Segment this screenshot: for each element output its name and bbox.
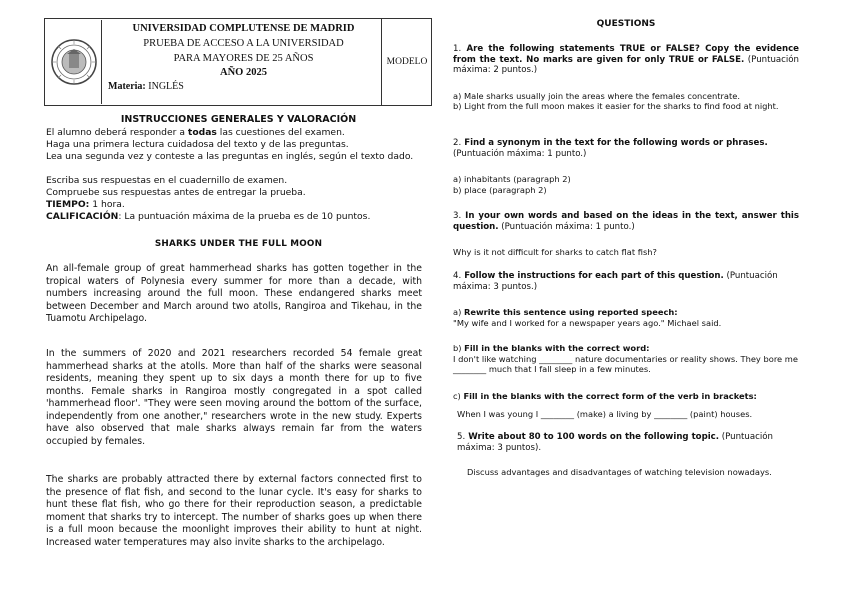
question-5-score: (Puntuación máxima: 3 puntos). <box>457 432 773 453</box>
question-3-score: (Puntuación máxima: 1 punto.) <box>498 221 635 232</box>
question-3-text: In your own words and based on the ideas in the text, answer this question. <box>453 211 799 232</box>
question-1-b: b) Light from the full moon makes it easier for the sharks to find food at night. <box>453 101 779 111</box>
question-4b-label: b) <box>453 343 465 353</box>
question-1-a: a) Male sharks usually join the areas where the females concentrate. <box>453 91 740 101</box>
question-4c-label: c) <box>453 391 464 401</box>
question-4 <box>453 271 799 292</box>
university-logo <box>46 20 102 104</box>
question-4a-title: Rewrite this sentence using reported speech: <box>463 307 678 317</box>
tiempo-label: TIEMPO: <box>46 199 90 210</box>
question-4b-sentence: I don't like watching ________ nature documentaries or reality shows. They bore me ________ much that I fall sleep in a few minutes. <box>453 354 798 375</box>
question-2-number: 2. <box>453 138 462 148</box>
modelo-label: MODELO <box>381 18 432 106</box>
instructions-line-5: Compruebe sus respuestas antes de entregar la prueba. <box>46 187 306 198</box>
question-3-number: 3. <box>453 211 462 221</box>
question-4b <box>453 343 799 353</box>
question-4-number: 4. <box>453 271 462 281</box>
question-4c-sentence: When I was young I ________ (make) a living by ________ (paint) houses. <box>457 409 753 419</box>
question-1-number: 1. <box>453 44 462 54</box>
question-4a-sentence: "My wife and I worked for a newspaper years ago." Michael said. <box>453 318 722 328</box>
question-5 <box>457 432 797 453</box>
exam-line-1: PRUEBA DE ACCESO A LA UNIVERSIDAD <box>143 38 344 49</box>
tiempo-line <box>46 199 431 211</box>
question-2-text: Find a synonym in the text for the following words or phrases. <box>461 138 768 148</box>
question-4a <box>453 307 799 317</box>
calificacion-label: CALIFICACIÓN <box>46 211 119 222</box>
materia-value: INGLÉS <box>148 81 184 92</box>
instructions-line-2: Haga una primera lectura cuidadosa del texto y de las preguntas. <box>46 139 349 150</box>
question-3 <box>453 211 799 232</box>
article-title: SHARKS UNDER THE FULL MOON <box>154 239 323 249</box>
materia-line <box>108 81 184 92</box>
materia-label: Materia: <box>108 81 146 92</box>
instructions-line-1-post: las cuestiones del examen. <box>216 127 345 138</box>
instructions-title: INSTRUCCIONES GENERALES Y VALORACIÓN <box>120 114 357 125</box>
question-5-text: Write about 80 to 100 words on the following topic. <box>465 432 720 442</box>
university-seal-icon <box>50 38 98 86</box>
question-1-text: Are the following statements TRUE or FALSE? Copy the evidence from the text. No marks are given for only TRUE or FALSE. <box>453 44 799 65</box>
question-5-number: 5. <box>457 432 466 442</box>
question-4a-label: a) <box>453 307 464 317</box>
article-paragraph-1: An all-female group of great hammerhead sharks has gotten together in the tropical waters of Polynesia every summer for more than a decade, with numbers increasing around the full moon. These endangered sharks meet between December and March around two atolls, Rangiroa and Tikehau, in the Tuamotu Archipelago. <box>46 263 422 324</box>
calificacion-value: : La puntuación máxima de la prueba es de 10 puntos. <box>118 211 371 222</box>
instructions-line-1-pre: El alumno deberá responder a <box>46 127 188 138</box>
article-paragraph-3: The sharks are probably attracted there by external factors connected first to the presence of flat fish, and second to the lunar cycle. It's easy for sharks to hunt these flat fish, who go there for their reproduction season, a predictable moment that sharks try to intercept. The number of sharks goes up when there is a full moon because the moonlight improves their ability to hunt at night. Increased water temperatures may also invite sharks to the archipelago. <box>46 474 422 548</box>
questions-title: QUESTIONS <box>596 19 656 29</box>
question-3-prompt: Why is it not difficult for sharks to catch flat fish? <box>453 247 657 257</box>
question-4c-title: Fill in the blanks with the correct form of the verb in brackets: <box>463 391 757 401</box>
question-4-text: Follow the instructions for each part of this question. <box>461 271 724 281</box>
instructions-line-4: Escriba sus respuestas en el cuadernillo de examen. <box>46 175 288 186</box>
exam-year: AÑO 2025 <box>220 67 267 78</box>
calificacion-line <box>46 211 431 223</box>
question-1 <box>453 44 799 76</box>
question-2-b: b) place (paragraph 2) <box>453 185 547 195</box>
question-5-topic: Discuss advantages and disadvantages of watching television nowadays. <box>467 467 772 477</box>
question-1-score: (Puntuación máxima: 2 puntos.) <box>453 54 799 76</box>
university-name: UNIVERSIDAD COMPLUTENSE DE MADRID <box>132 23 355 34</box>
question-2-score: (Puntuación máxima: 1 punto.) <box>453 148 587 159</box>
question-2-a: a) inhabitants (paragraph 2) <box>453 174 571 184</box>
instructions-line-1 <box>46 127 431 139</box>
question-4c <box>453 391 799 401</box>
question-2 <box>453 138 799 159</box>
article-paragraph-2: In the summers of 2020 and 2021 researchers recorded 54 female great hammerhead sharks at the atolls. More than half of the sharks were seasonal residents, meaning they spent up to six days a month there for up to five months. Female sharks in Rangiroa mostly congregated in a spot called 'hammerhead floor'. "They were seen moving around the bottom of the surface, independently from one another," researchers wrote in the new study. Experts have also observed that male sharks always remain far from the waters occupied by females. <box>46 348 422 447</box>
instructions-line-1-bold: todas <box>187 127 217 138</box>
exam-line-2: PARA MAYORES DE 25 AÑOS <box>173 53 314 64</box>
question-4-score: (Puntuación máxima: 3 puntos.) <box>453 271 778 292</box>
question-4b-title: Fill in the blanks with the correct word: <box>464 343 650 353</box>
tiempo-value: 1 hora. <box>89 199 125 210</box>
instructions-line-3: Lea una segunda vez y conteste a las preguntas en inglés, según el texto dado. <box>46 151 414 162</box>
